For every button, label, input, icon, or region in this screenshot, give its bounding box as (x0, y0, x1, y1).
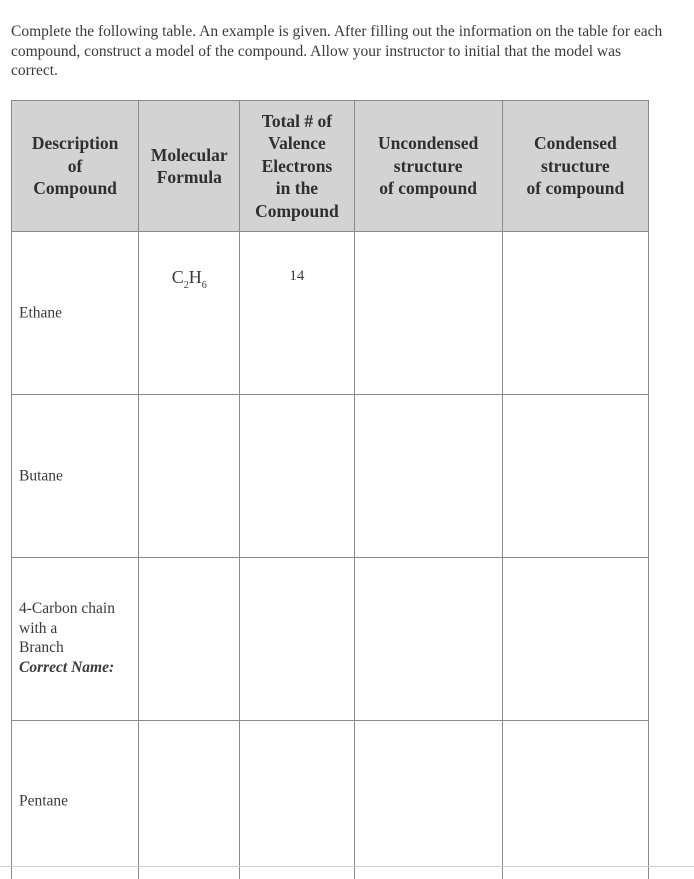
description-cell (12, 558, 139, 721)
description-cell (12, 721, 139, 879)
uncondensed-structure-cell[interactable] (354, 395, 502, 558)
compound-table (11, 100, 649, 879)
header-row (12, 101, 649, 232)
compound-description: 4-Carbon chain with a Branch Correct Name: (19, 600, 115, 676)
header-molecular-formula: Molecular Formula (139, 101, 240, 232)
uncondensed-structure-cell[interactable] (354, 232, 502, 395)
table-row-branched (12, 558, 649, 721)
header-uncondensed-structure: Uncondensed structure of compound (354, 101, 502, 232)
condensed-structure-cell[interactable] (502, 558, 648, 721)
molecular-formula-cell[interactable] (139, 721, 240, 879)
condensed-structure-cell[interactable] (502, 395, 648, 558)
valence-electrons-cell[interactable] (240, 721, 354, 879)
valence-electrons-cell[interactable] (240, 232, 354, 395)
table-row-pentane (12, 721, 649, 879)
compound-name: Ethane (19, 304, 63, 322)
molecular-formula-cell[interactable] (139, 232, 240, 395)
table-row-butane (12, 395, 649, 558)
compound-name: Butane (19, 467, 63, 485)
molecular-formula-cell[interactable] (139, 395, 240, 558)
correct-name-label: Correct Name: (19, 658, 115, 676)
condensed-structure-cell[interactable] (502, 721, 648, 879)
uncondensed-structure-cell[interactable] (354, 558, 502, 721)
page-edge-divider (0, 866, 694, 867)
header-valence-electrons: Total # of Valence Electrons in the Compound (240, 101, 354, 232)
uncondensed-structure-cell[interactable] (354, 721, 502, 879)
header-condensed-structure: Condensed structure of compound (502, 101, 648, 232)
table-row-ethane (12, 232, 649, 395)
molecular-formula: $C_2H_6$ (171, 267, 207, 291)
valence-electrons-value: 14 (289, 268, 305, 284)
description-cell (12, 395, 139, 558)
instructions-text: Complete the following table. An example is given. After filling out the information on the table for each compound, construct a model of the compound. Allow your instructor to initial that the model was correct. (11, 23, 663, 79)
valence-electrons-cell[interactable] (240, 558, 354, 721)
header-description: Description of Compound (12, 101, 139, 232)
compound-name: Pentane (19, 792, 69, 810)
molecular-formula-cell[interactable] (139, 558, 240, 721)
description-cell (12, 232, 139, 395)
valence-electrons-cell[interactable] (240, 395, 354, 558)
condensed-structure-cell[interactable] (502, 232, 648, 395)
